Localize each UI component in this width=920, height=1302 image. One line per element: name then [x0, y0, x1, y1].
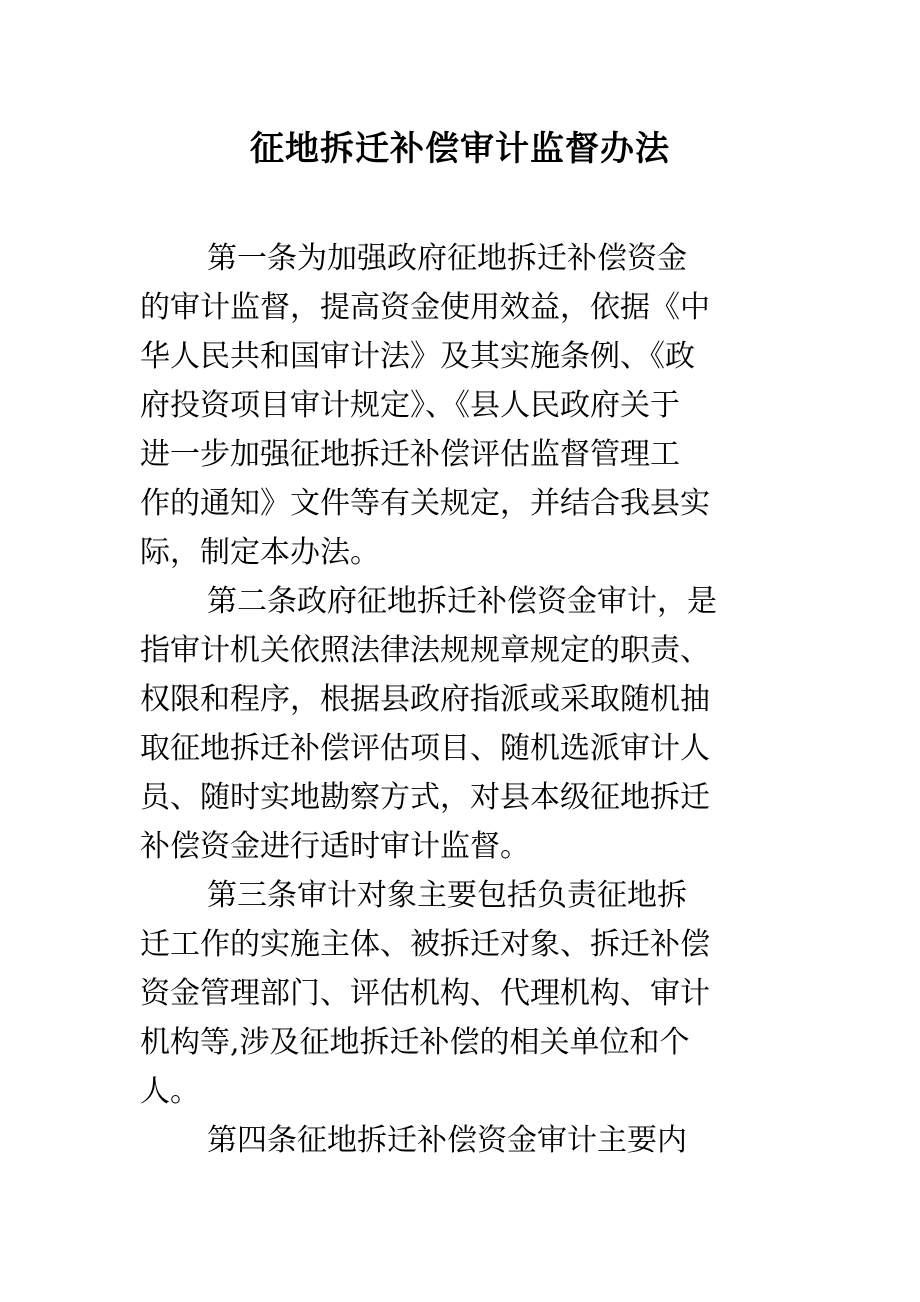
text-line: 第一条为加强政府征地拆迁补偿资金: [207, 241, 687, 276]
text-line: 指审计机关依照法律法规规章规定的职责、: [140, 633, 710, 668]
text-line: 作的通知》文件等有关规定，并结合我县实: [140, 486, 710, 521]
text-line: 际，制定本办法。: [140, 535, 380, 570]
text-line: 机构等,涉及征地拆迁补偿的相关单位和个: [140, 1025, 690, 1060]
document-title: 征地拆迁补偿审计监督办法: [250, 129, 670, 169]
text-line: 的审计监督，提高资金使用效益，依据《中: [140, 290, 710, 325]
text-line: 华人民共和国审计法》及其实施条例、《政: [140, 339, 695, 374]
text-line: 补偿资金进行适时审计监督。: [140, 829, 530, 864]
text-line: 进一步加强征地拆迁补偿评估监督管理工: [140, 437, 680, 472]
text-line: 权限和程序，根据县政府指派或采取随机抽: [140, 682, 710, 717]
text-line: 取征地拆迁补偿评估项目、随机选派审计人: [140, 731, 710, 766]
text-line: 府投资项目审计规定》、《县人民政府关于: [140, 388, 680, 423]
text-line: 迁工作的实施主体、被拆迁对象、拆迁补偿: [140, 927, 710, 962]
text-line: 第二条政府征地拆迁补偿资金审计，是: [207, 584, 717, 619]
document-body: [140, 234, 800, 1165]
text-line: 第三条审计对象主要包括负责征地拆: [207, 878, 687, 913]
text-line: 第四条征地拆迁补偿资金审计主要内: [207, 1123, 687, 1158]
text-line: 人。: [140, 1074, 200, 1109]
text-line: 员、随时实地勘察方式，对县本级征地拆迁: [140, 780, 710, 815]
text-line: 资金管理部门、评估机构、代理机构、审计: [140, 976, 710, 1011]
